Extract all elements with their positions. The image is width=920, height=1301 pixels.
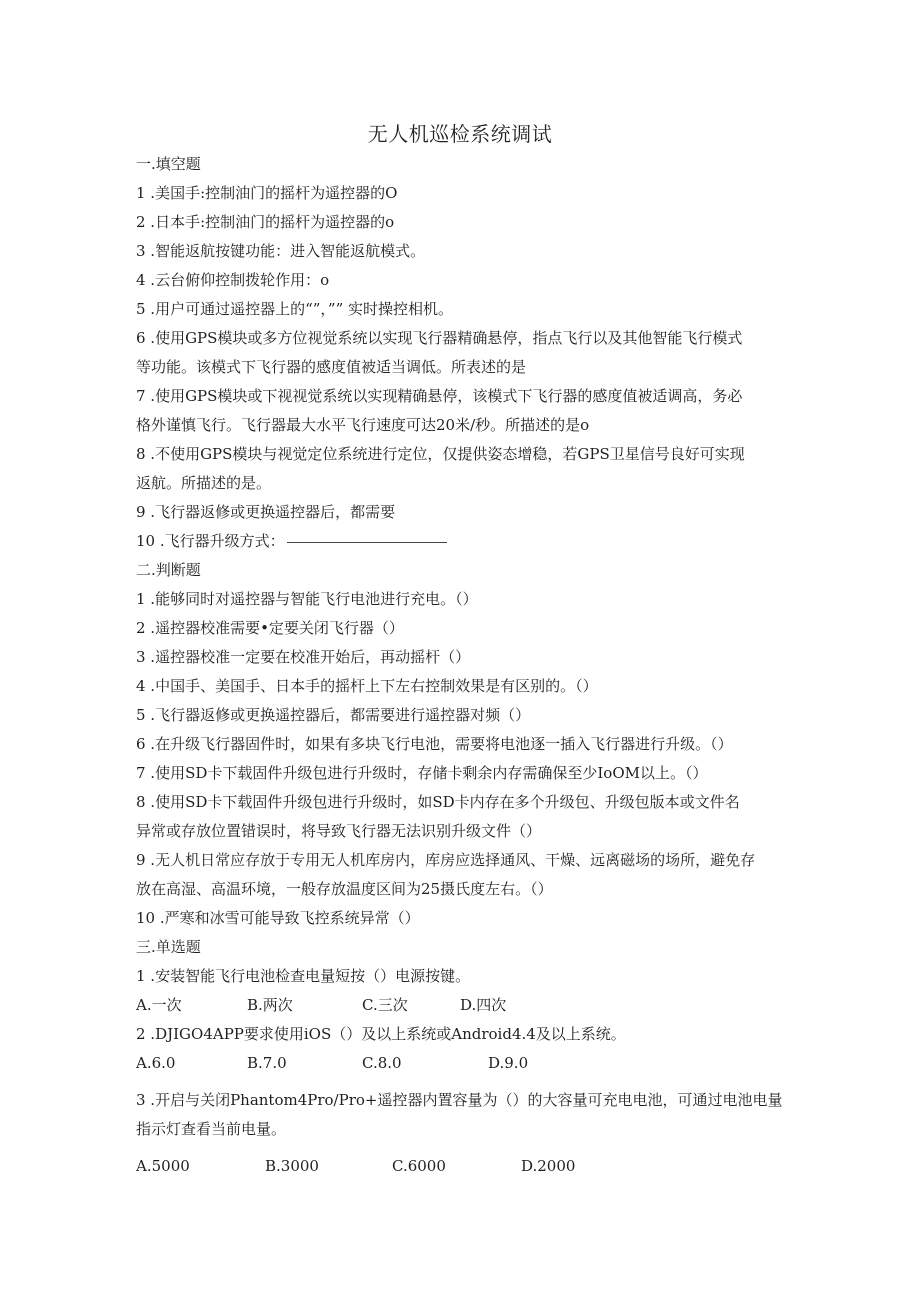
section-heading-true-false: 二.判断题: [136, 561, 201, 579]
question-line: 1 .安装智能飞行电池检查电量短按（）电源按键。: [136, 967, 471, 985]
question-line: 7 .使用GPS模块或下视视觉系统以实现精确悬停，该模式下飞行器的感度值被适调高，务必: [136, 387, 743, 405]
options-row: [136, 991, 786, 1020]
options-row: [136, 1049, 786, 1078]
question-line-with-blank: [136, 527, 786, 556]
question-line: 5 .飞行器返修或更换遥控器后，都需要进行遥控器对频（）: [136, 706, 531, 724]
question-line: 9 .飞行器返修或更换遥控器后，都需要: [136, 503, 396, 521]
option-a: A.一次: [136, 996, 182, 1014]
option-d: D.9.0: [488, 1054, 529, 1072]
question-line: 8 .使用SD卡下载固件升级包进行升级时，如SD卡内存在多个升级包、升级包版本或文件名: [136, 793, 740, 811]
question-line: 2 .遥控器校准需要•定要关闭飞行器（）: [136, 619, 404, 637]
question-line-continued: 放在高湿、高温环境，一般存放温度区间为25摄氏度左右。（）: [136, 880, 553, 898]
question-line-continued: 格外谨慎飞行。飞行器最大水平飞行速度可达20米/秒。所描述的是o: [136, 416, 590, 434]
question-line: 1 .能够同时对遥控器与智能飞行电池进行充电。（）: [136, 590, 478, 608]
question-line: 3 .遥控器校准一定要在校准开始后，再动摇杆（）: [136, 648, 471, 666]
question-line: 9 .无人机日常应存放于专用无人机库房内，库房应选择通风、干燥、远离磁场的场所，避免存: [136, 851, 756, 869]
option-c: C.三次: [362, 996, 408, 1014]
question-line-continued: 等功能。该模式下飞行器的感度值被适当调低。所表述的是: [136, 358, 527, 376]
question-line: 3 .智能返航按键功能：进入智能返航模式。: [136, 242, 426, 260]
document-title: 无人机巡检系统调试: [367, 122, 553, 146]
question-text: 10 .飞行器升级方式：: [136, 532, 285, 550]
question-line: 2 .DJIGO4APP要求使用iOS（）及以上系统或Android4.4及以上系统。: [136, 1025, 626, 1043]
answer-blank: [287, 541, 447, 543]
question-line: 10 .严寒和冰雪可能导致飞控系统异常（）: [136, 909, 420, 927]
option-b: B.3000: [265, 1157, 319, 1175]
option-b: B.7.0: [247, 1054, 287, 1072]
option-a: A.5000: [136, 1157, 190, 1175]
question-line: 2 .日本手:控制油门的摇杆为遥控器的o: [136, 213, 395, 231]
option-c: C.8.0: [362, 1054, 402, 1072]
question-line: 5 .用户可通过遥控器上的“”，”” 实时操控相机。: [136, 300, 454, 318]
question-line: 8 .不使用GPS模块与视觉定位系统进行定位，仅提供姿态增稳，若GPS卫星信号良好可实现: [136, 445, 745, 463]
option-c: C.6000: [392, 1157, 446, 1175]
document-body: [136, 150, 786, 1181]
option-d: D.四次: [460, 996, 507, 1014]
question-line: 3 .开启与关闭Phantom4Pro/Pro+遥控器内置容量为（）的大容量可充电电池，可通过电池电量: [136, 1091, 783, 1109]
section-heading-single-choice: 三.单选题: [136, 938, 201, 956]
question-line: 4 .中国手、美国手、日本手的摇杆上下左右控制效果是有区别的。（）: [136, 677, 598, 695]
question-line-continued: 指示灯查看当前电量。: [136, 1120, 287, 1138]
question-line: 1 .美国手:控制油门的摇杆为遥控器的O: [136, 184, 398, 202]
question-line: 4 .云台俯仰控制拨轮作用：o: [136, 271, 330, 289]
question-line: 6 .使用GPS模块或多方位视觉系统以实现飞行器精确悬停，指点飞行以及其他智能飞行模式: [136, 329, 743, 347]
option-a: A.6.0: [136, 1054, 176, 1072]
option-b: B.两次: [247, 996, 293, 1014]
options-row: [136, 1152, 786, 1181]
question-line: 7 .使用SD卡下载固件升级包进行升级时，存储卡剩余内存需确保至少IoOM以上。（）: [136, 764, 708, 782]
question-line-continued: 返航。所描述的是。: [136, 474, 272, 492]
question-line-continued: 异常或存放位置错误时，将导致飞行器无法识别升级文件（）: [136, 822, 542, 840]
section-heading-fill-blank: 一.填空题: [136, 155, 201, 173]
option-d: D.2000: [521, 1157, 576, 1175]
question-line: 6 .在升级飞行器固件时，如果有多块飞行电池，需要将电池逐一插入飞行器进行升级。（）: [136, 735, 733, 753]
